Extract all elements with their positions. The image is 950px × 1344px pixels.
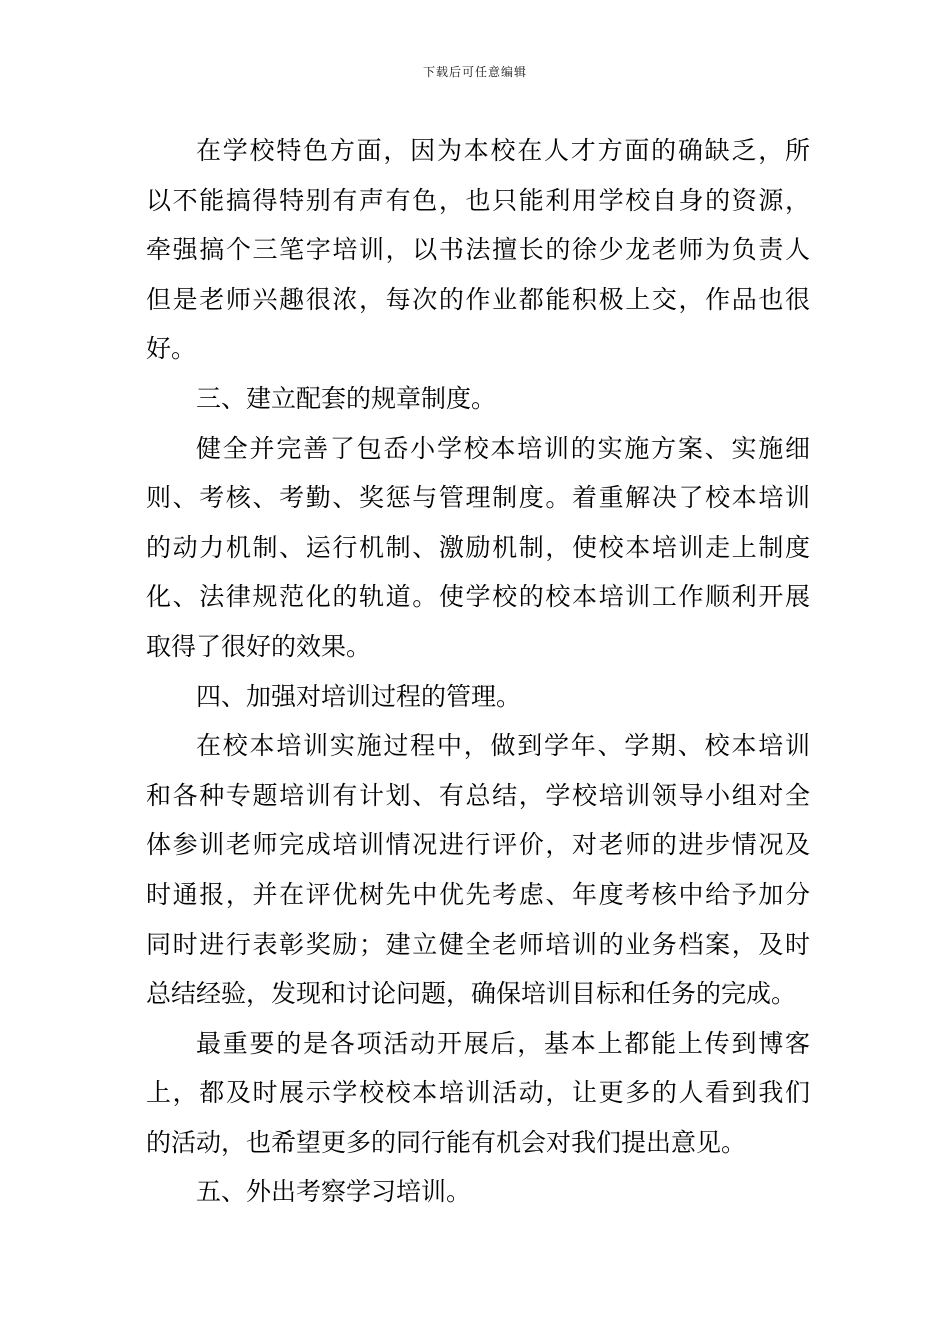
- paragraph-blog-upload: [146, 1019, 810, 1168]
- text-line: 但是老师兴趣很浓，每次的作业都能积极上交，作品也很: [146, 284, 810, 314]
- text-line: 的活动，也希望更多的同行能有机会对我们提出意见。: [146, 1127, 747, 1157]
- document-body: [146, 126, 810, 1217]
- text-line: 的动力机制、运行机制、激励机制，使校本培训走上制度: [146, 532, 810, 562]
- section-heading-three: [146, 374, 810, 424]
- text-line: 时通报，并在评优树先中优先考虑、年度考核中给予加分: [146, 879, 810, 909]
- text-line: 最重要的是各项活动开展后，基本上都能上传到博客: [196, 1028, 810, 1058]
- text-line: 以不能搞得特别有声有色，也只能利用学校自身的资源，: [146, 185, 810, 215]
- text-line: 好。: [146, 334, 197, 364]
- text-line: 和各种专题培训有计划、有总结，学校培训领导小组对全: [146, 780, 810, 810]
- text-line: 在校本培训实施过程中，做到学年、学期、校本培训: [196, 731, 810, 761]
- section-heading: 四、加强对培训过程的管理。: [196, 681, 522, 711]
- paragraph-process-management: [146, 721, 810, 1019]
- text-line: 化、法律规范化的轨道。使学校的校本培训工作顺利开展: [146, 582, 810, 612]
- text-line: 健全并完善了包岙小学校本培训的实施方案、实施细: [196, 433, 810, 463]
- text-line: 总结经验，发现和讨论问题，确保培训目标和任务的完成。: [146, 979, 797, 1009]
- section-heading: 三、建立配套的规章制度。: [196, 383, 497, 413]
- section-heading: 五、外出考察学习培训。: [196, 1177, 472, 1207]
- section-heading-five: [146, 1167, 810, 1217]
- page-header-note: 下载后可任意编辑: [422, 65, 527, 79]
- paragraph-school-features: [146, 126, 810, 374]
- text-line: 上，都及时展示学校校本培训活动，让更多的人看到我们: [146, 1078, 810, 1108]
- paragraph-rules-system: [146, 424, 810, 672]
- text-line: 同时进行表彰奖励；建立健全老师培训的业务档案，及时: [146, 929, 810, 959]
- section-heading-four: [146, 672, 810, 722]
- text-line: 在学校特色方面，因为本校在人才方面的确缺乏，所: [196, 136, 810, 165]
- text-line: 牵强搞个三笔字培训，以书法擅长的徐少龙老师为负责人: [146, 235, 810, 265]
- text-line: 则、考核、考勤、奖惩与管理制度。着重解决了校本培训: [146, 483, 810, 513]
- text-line: 体参训老师完成培训情况进行评价，对老师的进步情况及: [146, 830, 810, 860]
- text-line: 取得了很好的效果。: [146, 631, 372, 661]
